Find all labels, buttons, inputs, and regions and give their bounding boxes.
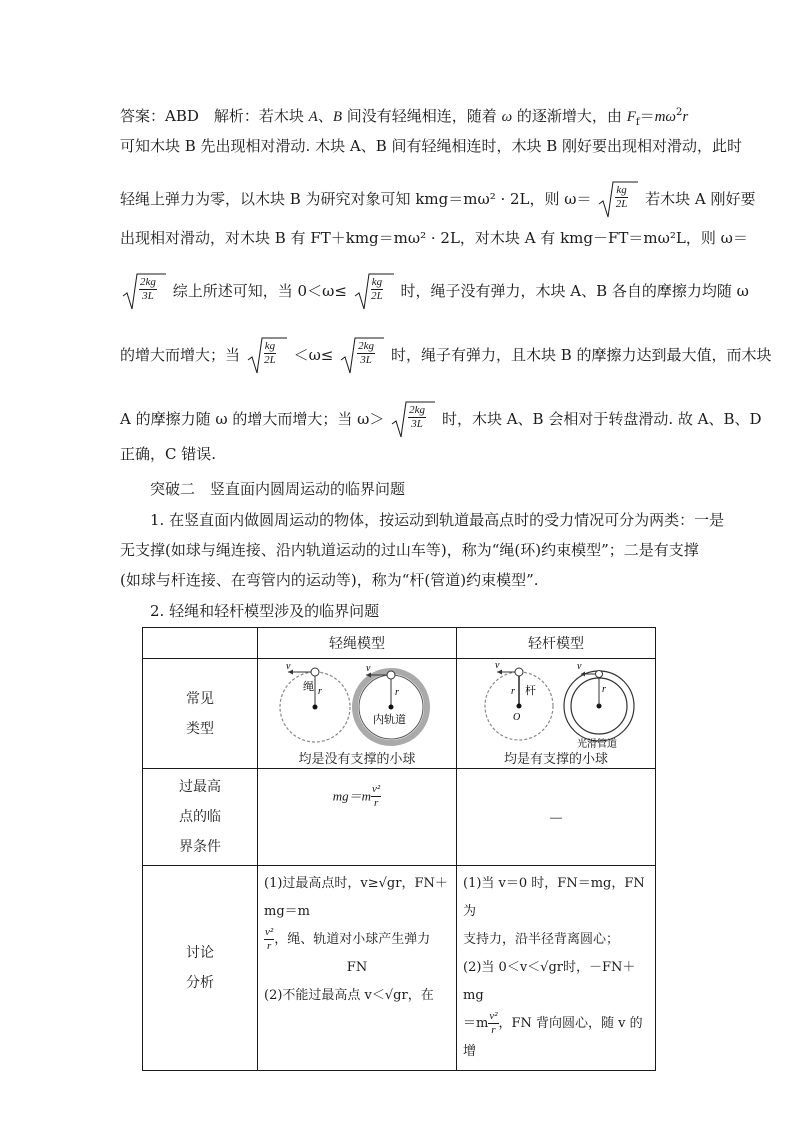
sqrt-2kg-3L: $\frac{2kg}{3L}$ — [340, 336, 384, 376]
row-label-critical: 过最高 点的临 界条件 — [143, 769, 258, 866]
table-row — [143, 866, 656, 1071]
answer-line-1: 答案：ABD 解析：若木块 A、B 间没有轻绳相连，随着 ω 的逐渐增大，由 $F_f=m\omega^2r$ — [120, 107, 689, 128]
answer-line-3: 轻绳上弹力为零，以木块 B 为研究对象可知 kmg＝mω² · 2L，则 ω＝ $\frac{kg}{2L}$ 若木块 A 刚好要 — [120, 180, 755, 220]
rope-diagrams-cell — [258, 659, 457, 769]
rope-caption: 均是没有支撑的小球 — [298, 752, 416, 767]
svg-text:v: v — [286, 661, 291, 672]
comparison-table — [142, 627, 656, 1071]
svg-text:O: O — [513, 712, 521, 723]
row-label-types: 常见 类型 — [143, 659, 258, 769]
sqrt-kg-2L: $\frac{kg}{2L}$ — [354, 272, 394, 312]
rod-pipe-diagram — [457, 660, 655, 748]
sqrt-kg-2L: $\frac{kg}{2L}$ — [598, 180, 638, 220]
answer-line-7: A 的摩擦力随 ω 的增大而增大；当 ω＞ $\frac{2kg}{3L}$ 时，木块 A、B 会相对于转盘滑动. 故 A、B、D — [120, 400, 762, 440]
answer-line-6: 的增大而增大；当 $\frac{kg}{2L}$ ＜ω≤ $\frac{2kg}{3L}$ 时，绳子有弹力，且木块 B 的摩擦力达到最大值，而木块 — [120, 336, 772, 376]
sqrt-2kg-3L: $\frac{2kg}{3L}$ — [122, 272, 166, 312]
table-row — [143, 659, 656, 769]
svg-text:v: v — [577, 661, 582, 672]
svg-text:内轨道: 内轨道 — [373, 713, 406, 726]
header-rope-model: 轻绳模型 — [258, 628, 457, 659]
paragraph-1-line-3: (如球与杆连接、在弯管内的运动等)，称为“杆(管道)约束模型”. — [120, 571, 539, 589]
svg-text:r: r — [511, 686, 515, 697]
paragraph-1-line-2: 无支撑(如球与绳连接、沿内轨道运动的过山车等)，称为“绳(环)约束模型”；二是有支撑 — [120, 541, 699, 559]
table-header-row — [143, 628, 656, 659]
answer-line-8: 正确，C 错误. — [120, 445, 217, 463]
answer-line-4: 出现相对滑动，对木块 B 有 FT＋kmg＝mω² · 2L，对木块 A 有 kmg－FT＝mω²L，则 ω＝ — [120, 229, 748, 247]
rod-caption: 均是有支撑的小球 — [503, 752, 608, 767]
rod-diagrams-cell — [457, 659, 656, 769]
svg-text:杆: 杆 — [525, 684, 536, 697]
rod-critical-cell: － — [457, 769, 656, 866]
svg-text:v: v — [366, 663, 371, 674]
section-title: 突破二 竖直面内圆周运动的临界问题 — [150, 480, 406, 498]
rope-critical-cell: mg＝m $\frac{\text{v²}}{r}$ — [258, 769, 457, 866]
rope-track-diagram — [258, 660, 456, 748]
answer-line-2: 可知木块 B 先出现相对滑动. 木块 A、B 间有轻绳相连时，木块 B 刚好要出现相对滑动，此时 — [120, 137, 743, 155]
paragraph-2: 2. 轻绳和轻杆模型涉及的临界问题 — [150, 602, 380, 620]
answer-line-5: $\frac{2kg}{3L}$ 综上所述可知，当 0＜ω≤ $\frac{kg}{2L}$ 时，绳子没有弹力，木块 A、B 各自的摩擦力均随 ω — [120, 272, 749, 312]
svg-text:v: v — [495, 660, 500, 671]
sqrt-kg-2L: $\frac{kg}{2L}$ — [247, 336, 287, 376]
sqrt-2kg-3L: $\frac{2kg}{3L}$ — [391, 400, 435, 440]
paragraph-1-line-1: 1. 在竖直面内做圆周运动的物体，按运动到轨道最高点时的受力情况可分为两类：一是 — [150, 511, 725, 529]
table-row — [143, 769, 656, 866]
rope-analysis-cell: (1)过最高点时，v≥√gr，FN＋mg＝m $\frac{\text{v²}}{r}$ ，绳、轨道对小球产生弹力 FN (2)不能过最高点 v＜√gr，在 — [258, 866, 457, 1071]
svg-text:r: r — [395, 687, 399, 698]
svg-text:r: r — [318, 686, 322, 697]
svg-text:光滑管道: 光滑管道 — [577, 739, 617, 748]
svg-text:绳: 绳 — [303, 680, 314, 693]
header-rod-model: 轻杆模型 — [457, 628, 656, 659]
rod-analysis-cell: (1)当 v＝0 时，FN＝mg，FN 为 支持力，沿半径背离圆心； (2)当 0＜v＜√gr时，－FN＋mg ＝m $\frac{\text{v²}}{r}$ ，FN 背向圆心，随 v 的增 — [457, 866, 656, 1071]
svg-text:r: r — [602, 684, 606, 695]
row-label-analysis: 讨论 分析 — [143, 866, 258, 1071]
